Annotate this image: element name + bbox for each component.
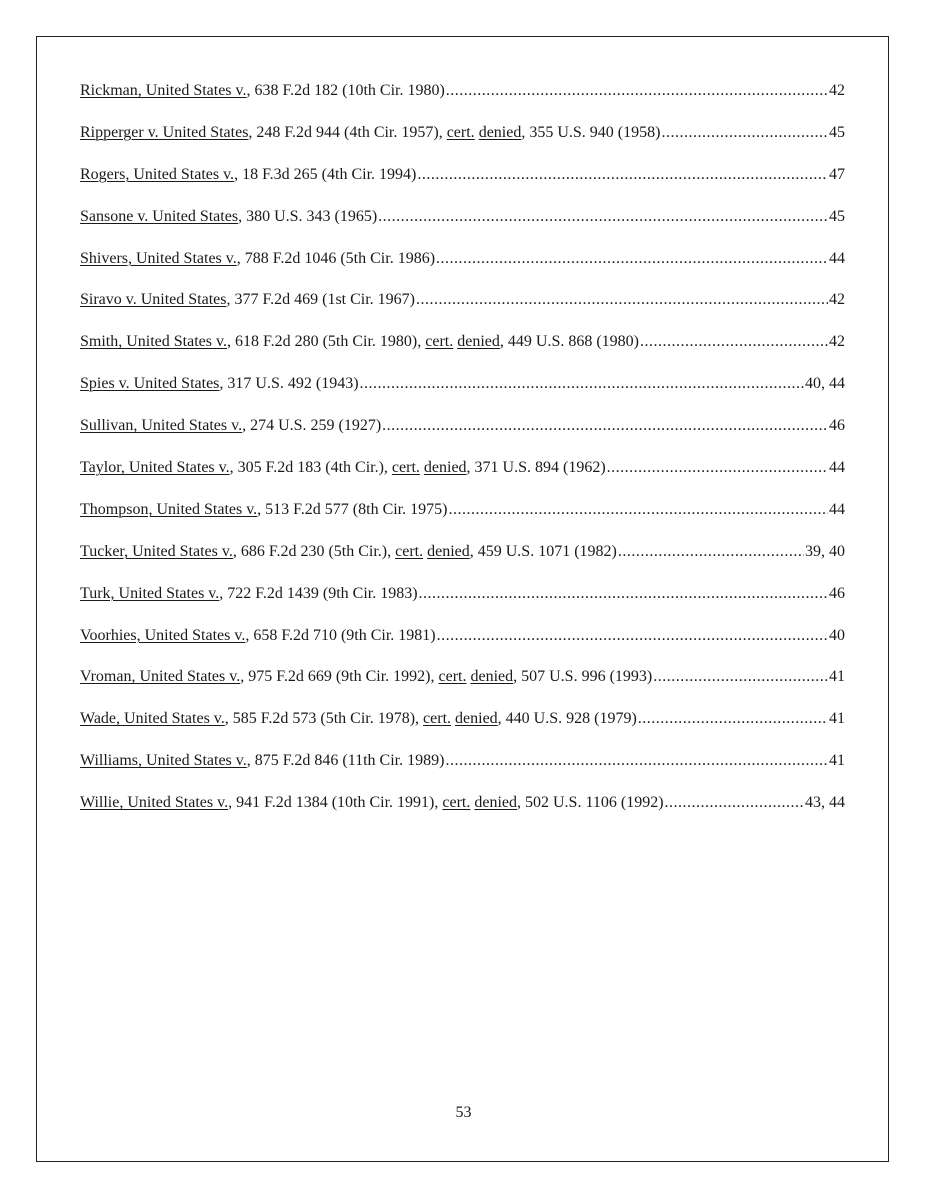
case-name: Siravo v. United States: [80, 291, 227, 309]
case-name: Vroman, United States v.: [80, 668, 241, 686]
toa-entry: [80, 373, 845, 415]
dot-leader: [618, 541, 804, 563]
page-references: 45: [829, 207, 845, 225]
citation-text: [80, 289, 415, 311]
citation-reporter: , 377 F.2d 469 (1st Cir. 1967): [226, 291, 416, 309]
toa-entry: [80, 331, 845, 373]
citation-reporter: , 513 F.2d 577 (8th Cir. 1975): [257, 500, 448, 518]
citation-cert-reporter: , 459 U.S. 1071 (1982): [469, 542, 617, 560]
citation-reporter: , 305 F.2d 183 (4th Cir.),: [229, 459, 392, 477]
toa-entry: [80, 206, 845, 248]
case-name: Rogers, United States v.: [80, 165, 235, 183]
page-references: 45: [829, 123, 845, 141]
toa-entry: [80, 457, 845, 499]
citation-reporter: , 686 F.2d 230 (5th Cir.),: [232, 542, 396, 560]
case-name: Spies v. United States: [80, 375, 220, 393]
citation-text: [80, 164, 416, 186]
citation-reporter: , 585 F.2d 573 (5th Cir. 1978),: [224, 710, 424, 728]
case-name: Wade, United States v.: [80, 710, 225, 728]
case-name: Thompson, United States v.: [80, 500, 258, 518]
citation-text: [80, 331, 639, 353]
citation-reporter: , 618 F.2d 280 (5th Cir. 1980),: [226, 333, 426, 351]
cert-label: cert.: [395, 542, 424, 560]
cert-label: cert.: [391, 459, 420, 477]
table-of-authorities: [80, 80, 845, 834]
dot-leader: [378, 206, 828, 228]
citation-reporter: , 274 U.S. 259 (1927): [242, 417, 382, 435]
citation-text: [80, 750, 444, 772]
case-name: Shivers, United States v.: [80, 249, 237, 267]
denied-label: denied: [474, 794, 517, 812]
citation-reporter: , 875 F.2d 846 (11th Cir. 1989): [246, 752, 445, 770]
toa-entry: [80, 499, 845, 541]
case-name: Tucker, United States v.: [80, 542, 233, 560]
toa-entry: [80, 583, 845, 625]
denied-label: denied: [423, 459, 467, 477]
toa-entry: [80, 248, 845, 290]
denied-label: denied: [470, 668, 514, 686]
toa-entry: [80, 541, 845, 583]
citation-reporter: , 941 F.2d 1384 (10th Cir. 1991),: [228, 794, 443, 812]
toa-entry: [80, 80, 845, 122]
cert-label: cert.: [442, 794, 471, 812]
cert-label: cert.: [425, 333, 454, 351]
dot-leader: [665, 792, 804, 814]
case-name: Turk, United States v.: [80, 584, 220, 602]
page-references: 41: [829, 668, 845, 686]
case-name: Ripperger v. United States: [80, 123, 249, 141]
dot-leader: [640, 331, 828, 353]
citation-text: [80, 373, 359, 395]
toa-entry: [80, 792, 845, 834]
citation-text: [80, 792, 664, 814]
page-references: 44: [829, 459, 845, 477]
page-references: 42: [829, 82, 845, 99]
citation-text: [80, 499, 447, 521]
dot-leader: [436, 248, 828, 270]
dot-leader: [416, 289, 828, 311]
dot-leader: [446, 80, 828, 102]
toa-entry: [80, 122, 845, 164]
citation-text: [80, 248, 435, 270]
page-references: 46: [829, 584, 845, 602]
toa-entry: [80, 750, 845, 792]
case-name: Williams, United States v.: [80, 752, 247, 770]
toa-entry: [80, 289, 845, 331]
page-references: 40: [829, 626, 845, 644]
page-references: 40, 44: [805, 375, 845, 393]
toa-entry: [80, 625, 845, 667]
denied-label: denied: [427, 542, 470, 560]
toa-entry: [80, 708, 845, 750]
page-references: 41: [829, 710, 845, 728]
citation-text: [80, 80, 445, 102]
citation-text: [80, 206, 377, 228]
citation-reporter: , 248 F.2d 944 (4th Cir. 1957),: [248, 123, 447, 141]
denied-label: denied: [455, 710, 498, 728]
cert-label: cert.: [423, 710, 452, 728]
case-name: Willie, United States v.: [80, 794, 229, 812]
citation-text: [80, 708, 637, 730]
citation-reporter: , 18 F.3d 265 (4th Cir. 1994): [234, 165, 417, 183]
cert-label: cert.: [438, 668, 467, 686]
page-references: 46: [829, 417, 845, 435]
page-references: 44: [829, 249, 845, 267]
page-references: 47: [829, 165, 845, 183]
citation-cert-reporter: , 507 U.S. 996 (1993): [513, 668, 653, 686]
citation-cert-reporter: , 355 U.S. 940 (1958): [521, 123, 661, 141]
citation-cert-reporter: , 449 U.S. 868 (1980): [499, 333, 639, 351]
dot-leader: [445, 750, 828, 772]
citation-reporter: , 788 F.2d 1046 (5th Cir. 1986): [236, 249, 436, 267]
citation-cert-reporter: , 440 U.S. 928 (1979): [497, 710, 637, 728]
dot-leader: [448, 499, 828, 521]
citation-reporter: , 722 F.2d 1439 (9th Cir. 1983): [219, 584, 418, 602]
dot-leader: [417, 164, 828, 186]
toa-entry: [80, 164, 845, 206]
citation-reporter: , 380 U.S. 343 (1965): [238, 207, 378, 225]
denied-label: denied: [478, 123, 522, 141]
page-references: 42: [829, 291, 845, 309]
dot-leader: [419, 583, 828, 605]
citation-text: [80, 457, 606, 479]
citation-text: [80, 122, 660, 144]
case-name: Sullivan, United States v.: [80, 417, 243, 435]
citation-reporter: , 658 F.2d 710 (9th Cir. 1981): [245, 626, 436, 644]
denied-label: denied: [457, 333, 500, 351]
dot-leader: [437, 625, 828, 647]
page-references: 43, 44: [805, 794, 845, 812]
case-name: Taylor, United States v.: [80, 459, 230, 477]
citation-reporter: , 638 F.2d 182 (10th Cir. 1980): [246, 82, 445, 99]
citation-text: [80, 625, 436, 647]
page-references: 41: [829, 752, 845, 770]
citation-cert-reporter: , 502 U.S. 1106 (1992): [517, 794, 664, 812]
page-references: 39, 40: [805, 542, 845, 560]
dot-leader: [607, 457, 828, 479]
dot-leader: [653, 666, 828, 688]
case-name: Smith, United States v.: [80, 333, 227, 351]
page-number: 53: [455, 1104, 472, 1121]
case-name: Rickman, United States v.: [80, 82, 247, 99]
dot-leader: [661, 122, 828, 144]
cert-label: cert.: [446, 123, 475, 141]
citation-text: [80, 415, 381, 437]
toa-entry: [80, 415, 845, 457]
citation-text: [80, 583, 418, 605]
citation-text: [80, 541, 617, 563]
citation-reporter: , 317 U.S. 492 (1943): [219, 375, 359, 393]
page-references: 42: [829, 333, 845, 351]
dot-leader: [638, 708, 828, 730]
toa-entry: [80, 666, 845, 708]
citation-reporter: , 975 F.2d 669 (9th Cir. 1992),: [240, 668, 439, 686]
dot-leader: [382, 415, 828, 437]
page-references: 44: [829, 500, 845, 518]
citation-cert-reporter: , 371 U.S. 894 (1962): [466, 459, 606, 477]
case-name: Sansone v. United States: [80, 207, 239, 225]
dot-leader: [360, 373, 804, 395]
case-name: Voorhies, United States v.: [80, 626, 246, 644]
citation-text: [80, 666, 652, 688]
